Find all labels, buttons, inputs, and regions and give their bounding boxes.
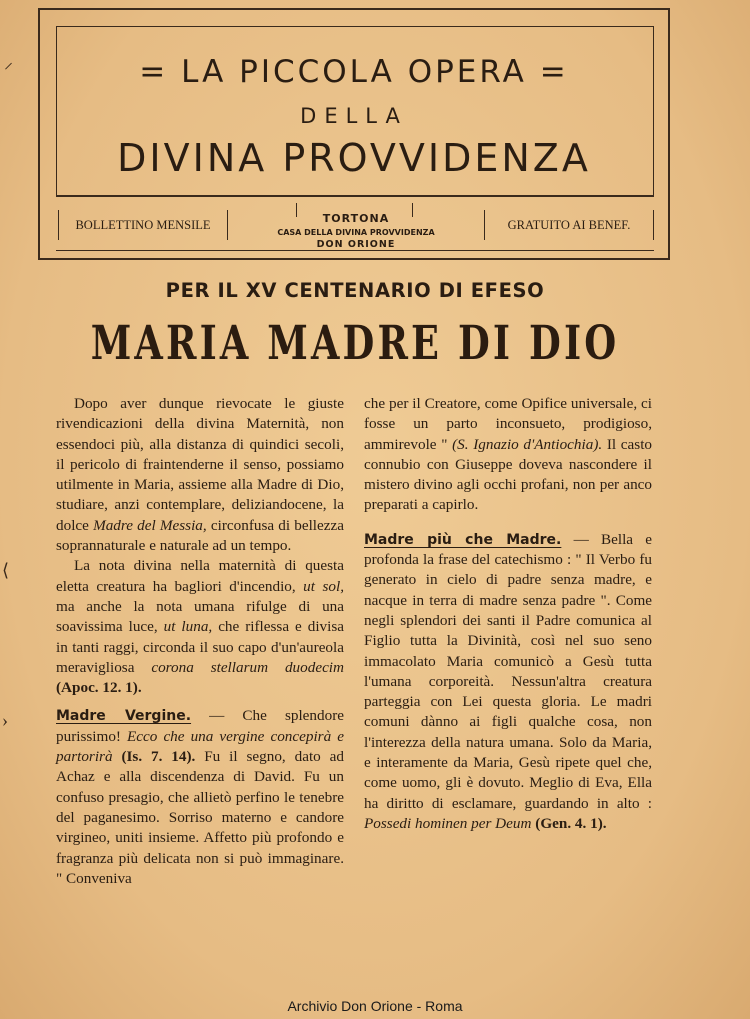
masthead-city: TORTONA bbox=[322, 212, 390, 225]
right-column bbox=[364, 394, 652, 834]
masthead-right-box: GRATUITO AI BENEF. bbox=[484, 210, 654, 240]
article-title: MARIA MADRE DI DIO bbox=[90, 316, 620, 371]
masthead bbox=[38, 8, 670, 260]
masthead-center-block bbox=[266, 212, 446, 250]
masthead-line-2: DELLA bbox=[300, 104, 408, 128]
masthead-line-1: = LA PICCOLA OPERA = bbox=[139, 54, 569, 90]
paragraph: Madre Vergine. — Che splendore purissimo! Ecco che una vergine concepirà e partorirà (Is. 7. 14). Fu il segno, dato ad Achaz e alla discendenza di David. Fu un confuso presagio, che allietò perfino le tenebre del paganesimo. Sorriso materno e candore virgineo, uniti insieme. Affetto più profondo e fragranza più delicata non si può immaginare. " Conveniva bbox=[56, 707, 345, 887]
masthead-line-3: DIVINA PROVVIDENZA bbox=[117, 136, 591, 180]
paragraph: La nota divina nella maternità di questa eletta creatura ha bagliori d'incendio, ut sol, ma anche la nota umana rifulge di una soavissima luce, ut luna, che riflessa e divisa in tanti raggi, circonda il suo capo d'un'aureola meravigliosa corona stellarum duodecim (Apoc. 12. 1). bbox=[56, 557, 344, 697]
margin-mark: ⸝ bbox=[4, 52, 13, 72]
masthead-base-rule bbox=[56, 250, 654, 251]
article-kicker: PER IL XV CENTENARIO DI EFESO bbox=[165, 279, 545, 302]
section-heading: Madre più che Madre. bbox=[364, 531, 562, 548]
masthead-founder: DON ORIONE bbox=[316, 239, 396, 250]
archive-caption: Archivio Don Orione - Roma bbox=[287, 998, 463, 1014]
paragraph: Dopo aver dunque rievocate le giuste rivendicazioni della divina Maternità, non essendoci più, alla distanza di quindici secoli, il pericolo di fraintenderne il senso, possiamo utilmente in Maria, assieme alla Madre di Dio, studiare, anzi contemplare, deliziandocene, la dolce Madre del Messia, circonfusa di bellezza soprannaturale e naturale ad un tempo. bbox=[56, 395, 344, 555]
section-heading: Madre Vergine. bbox=[56, 708, 192, 725]
left-column bbox=[56, 394, 344, 889]
margin-mark: › bbox=[2, 710, 8, 730]
masthead-left-box: BOLLETTINO MENSILE bbox=[58, 210, 228, 240]
masthead-house: CASA DELLA DIVINA PROVVIDENZA bbox=[277, 228, 435, 237]
margin-mark: ⟨ bbox=[2, 560, 10, 580]
paragraph: Madre più che Madre. — Bella e profonda la frase del catechismo : " Il Verbo fu generato in cielo di padre senza madre, e nacque in terra di madre senza padre ". Come negli splendori dei santi il Padre comunica al Figlio tutta la Divinità, così nel suo seno immacolato Maria comunicò a Gesù tutta l'umana corporeità. Nessun'altra creatura parteggia con Lei questa gloria. Le madri comuni dànno ai figli qualche cosa, non l'interezza della natura umana. Solo da Maria, e interamente da Maria, Gesù ripete quel che, come uomo, gli è dovuto. Meglio di Eva, Ella ha diritto di esclamare, guardando in alto : Possedi hominen per Deum (Gen. 4. 1). bbox=[364, 530, 652, 832]
masthead-rule bbox=[56, 196, 654, 197]
paragraph: che per il Creatore, come Opifice universale, ci fosse un parto inconsueto, prodigioso, ammirevole " (S. Ignazio d'Antiochia). Il casto connubio con Giuseppe doveva nascondere il mistero divino agli occhi profani, non per anco preparati a capirlo. bbox=[364, 395, 653, 514]
